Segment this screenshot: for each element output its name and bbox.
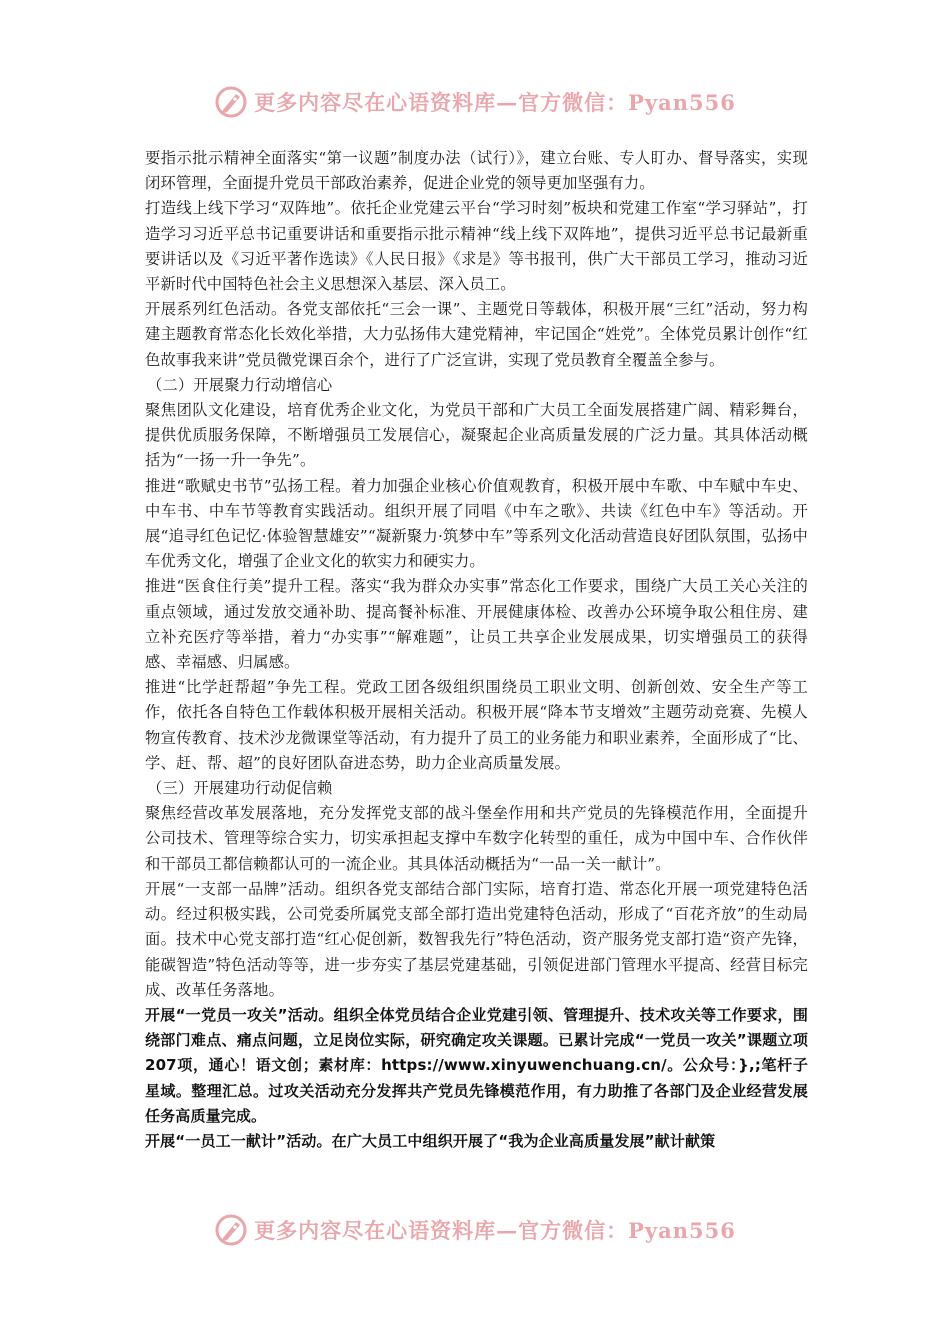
body-paragraph: 开展“一员工一献计”活动。在广大员工中组织开展了“我为企业高质量发展”献计献策 — [145, 1131, 716, 1150]
section-heading: （二）开展聚力行动增信心 — [147, 375, 333, 394]
body-paragraph: 聚焦经营改革发展落地，充分发挥党支部的战斗堡垒作用和共产党员的先锋模范作用，全面提升公司技术、管理等综合实力，切实承担起支撑中车数字化转型的重任，成为中国中车、合作伙伴和干部员工都信赖都认可的一流企业。其具体活动概括为“一品一关一献计”。 — [145, 804, 808, 873]
body-paragraph: 要指示批示精神全面落实“第一议题”制度办法（试行）》，建立台账、专人盯办、督导落实，实现闭环管理，全面提升党员干部政治素养，促进企业党的领导更加坚强有力。 — [145, 149, 808, 193]
body-paragraph: 聚焦团队文化建设，培育优秀企业文化，为党员干部和广大员工全面发展搭建广阔、精彩舞台，提供优质服务保障，不断增强员工发展信心，凝聚起企业高质量发展的广泛力量。其具体活动概括为“一扬一升一争先”。 — [145, 401, 808, 470]
document-body — [145, 146, 808, 1154]
body-paragraph: 推进“比学赶帮超”争先工程。党政工团各级组织围绕员工职业文明、创新创效、安全生产等工作，依托各自特色工作载体积极开展相关活动。积极开展“降本节支增效”主题劳动竞赛、先模人物宣传教育、技术沙龙微课堂等活动，有力提升了员工的业务能力和职业素养，全面形成了“比、学、赶、帮、超”的良好团队奋进态势，助力企业高质量发展。 — [145, 678, 808, 772]
body-paragraph: 推进“歌赋史书节”弘扬工程。着力加强企业核心价值观教育，积极开展中车歌、中车赋中车史、中车书、中车节等教育实践活动。组织开展了同唱《中车之歌》、共读《红色中车》等活动。开展“追寻红色记忆·体验智慧雄安”“凝新聚力·筑梦中车”等系列文化活动营造良好团队氛围，弘扬中车优秀文化，增强了企业文化的软实力和硬实力。 — [145, 476, 808, 571]
fountain-pen-logo-icon — [214, 1213, 248, 1247]
fountain-pen-logo-icon — [214, 85, 248, 119]
section-heading: （三）开展建功行动促信赖 — [147, 779, 333, 798]
body-paragraph: 打造线上线下学习“双阵地”。依托企业党建云平台“学习时刻”板块和党建工作室“学习驿站”，打造学习习近平总书记重要讲话和重要指示批示精神“线上线下双阵地”，提供习近平总书记最新重要讲话以及《习近平著作选读》《人民日报》《求是》等书报刊，供广大干部员工学习，推动习近平新时代中国特色社会主义思想深入基层、深入员工。 — [145, 199, 808, 294]
body-paragraph: 推进“医食住行美”提升工程。落实“我为群众办实事”常态化工作要求，围绕广大员工关心关注的重点领域，通过发放交通补助、提高餐补标准、开展健康体检、改善办公环境争取公租住房、建立补充医疗等举措，着力“办实事”“解难题”，让员工共享企业发展成果，切实增强员工的获得感、幸福感、归属感。 — [145, 577, 808, 672]
footer-watermark-banner — [0, 1210, 950, 1250]
footer-watermark-text: 更多内容尽在心语资料库—官方微信：Pyan556 — [254, 1218, 736, 1243]
body-paragraph: 开展系列红色活动。各党支部依托“三会一课”、主题党日等载体，积极开展“三红”活动，努力构建主题教育常态化长效化举措，大力弘扬伟大建党精神，牢记国企“姓党”。全体党员累计创作“红色故事我来讲”党员微党课百余个，进行了广泛宣讲，实现了党员教育全覆盖全参与。 — [145, 300, 808, 369]
header-watermark-text: 更多内容尽在心语资料库—官方微信：Pyan556 — [254, 90, 736, 115]
header-watermark-banner — [0, 82, 950, 122]
body-paragraph: 开展“一党员一攻关”活动。组织全体党员结合企业党建引领、管理提升、技术攻关等工作要求，围绕部门难点、痛点问题，立足岗位实际，研究确定攻关课题。已累计完成“一党员一攻关”课题立项207项，通心！语文创；素材库：https://www.xinyuwenchuang.cn/。公众号：},;笔杆子星域。整理汇总。过攻关活动充分发挥共产党员先锋模范作用，有力助推了各部门及企业经营发展任务高质量完成。 — [145, 1005, 808, 1125]
body-paragraph: 开展“一支部一品牌”活动。组织各党支部结合部门实际，培育打造、常态化开展一项党建特色活动。经过积极实践，公司党委所属党支部全部打造出党建特色活动，形成了“百花齐放”的生动局面。技术中心党支部打造“红心促创新，数智我先行”特色活动，资产服务党支部打造“资产先锋，能碳智造”特色活动等等，进一步夯实了基层党建基础，引领促进部门管理水平提高、经营目标完成、改革任务落地。 — [145, 879, 808, 999]
